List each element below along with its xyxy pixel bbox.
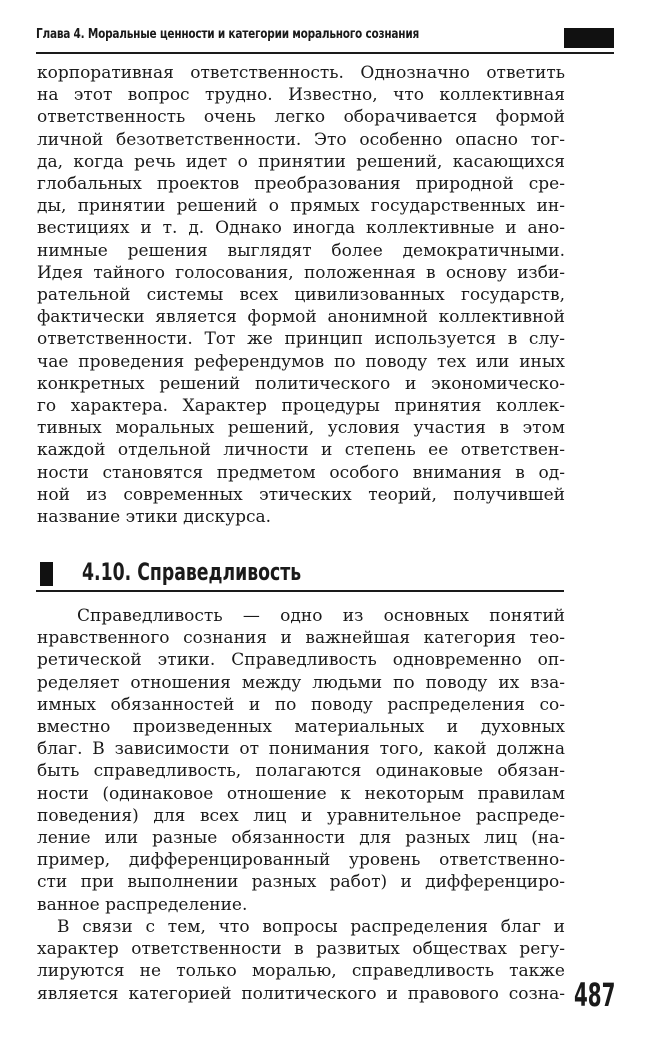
text-line: ределяет отношения между людьми по поводу их вза- [37, 672, 565, 693]
text-line: глобальных проектов преобразования природной сре- [37, 174, 565, 195]
section-bullet [40, 562, 53, 586]
text-line: личной безответственности. Это особенно опасно тог- [37, 129, 565, 150]
text-line: корпоративная ответственность. Однозначно ответить [37, 63, 565, 83]
text-line: ности (одинаковое отношение к некоторым правилам [37, 783, 565, 804]
text-line: конкретных решений политического и экономическо- [37, 373, 565, 394]
text-line: рательной системы всех цивилизованных государств, [37, 285, 565, 306]
text-line: характер ответственности в развитых обществах регу- [37, 939, 565, 960]
text-line: чае проведения референдумов по поводу тех или иных [37, 351, 565, 372]
text-line: Справедливость — одно из основных понятий [77, 606, 565, 626]
text-line: является категорией политического и правового созна- [37, 983, 565, 1004]
text-line: Идея тайного голосования, положенная в основу изби- [37, 262, 565, 283]
text-line: сти при выполнении разных работ) и дифференциро- [37, 872, 565, 893]
text-line: на этот вопрос трудно. Известно, что коллективная [37, 85, 565, 106]
running-head [36, 24, 614, 54]
text-line: тивных моральных решений, условия участия в этом [37, 418, 565, 439]
text-line: благ. В зависимости от понимания того, какой должна [37, 739, 565, 760]
text-line: название этики дискурса. [37, 507, 272, 528]
text-line: лируются не только моралью, справедливость также [37, 961, 565, 982]
text-line: ответственность очень легко оборачивается формой [37, 107, 565, 128]
text-line: ной из современных этических теорий, получившей [37, 484, 565, 505]
paragraph-top [37, 62, 565, 528]
section-heading [36, 556, 564, 592]
section-title: 4.10. Справедливость [82, 558, 302, 586]
text-line: быть справедливость, полагаются одинаковые обязан- [37, 761, 565, 782]
text-line: да, когда речь идет о принятии решений, касающихся [37, 151, 565, 172]
paragraph-1 [37, 605, 565, 916]
text-line: ности становятся предметом особого внимания в од- [37, 462, 565, 483]
text-line: вместно произведенных материальных и духовных [37, 717, 565, 738]
paragraph-2 [37, 916, 565, 1005]
text-line: нимные решения выглядят более демократичными. [37, 240, 565, 261]
text-line: пример, дифференцированный уровень ответственно- [37, 850, 565, 871]
text-line: ванное распределение. [37, 894, 248, 915]
text-line: ответственности. Тот же принцип используется в слу- [37, 329, 565, 350]
text-line: ретической этики. Справедливость одновременно оп- [37, 650, 565, 671]
page-number: 487 [574, 976, 616, 1014]
text-line: вестициях и т. д. Однако иногда коллективные и ано- [37, 218, 565, 239]
text-line: ды, принятии решений о прямых государственных ин- [37, 196, 565, 217]
text-line: имных обязанностей и по поводу распределения со- [37, 694, 565, 715]
text-line: каждой отдельной личности и степень ее ответствен- [37, 440, 565, 461]
text-line: фактически является формой анонимной коллективной [37, 307, 565, 328]
text-line: ление или разные обязанности для разных лиц (на- [37, 828, 565, 849]
running-head-bar [564, 28, 614, 48]
text-line: поведения) для всех лиц и уравнительное распреде- [37, 805, 565, 826]
text-line: В связи с тем, что вопросы распределения благ и [57, 917, 565, 937]
running-head-title: Глава 4. Моральные ценности и категории морального сознания [36, 26, 420, 42]
text-line: го характера. Характер процедуры принятия коллек- [37, 396, 565, 417]
text-line: нравственного сознания и важнейшая категория тео- [37, 628, 565, 649]
